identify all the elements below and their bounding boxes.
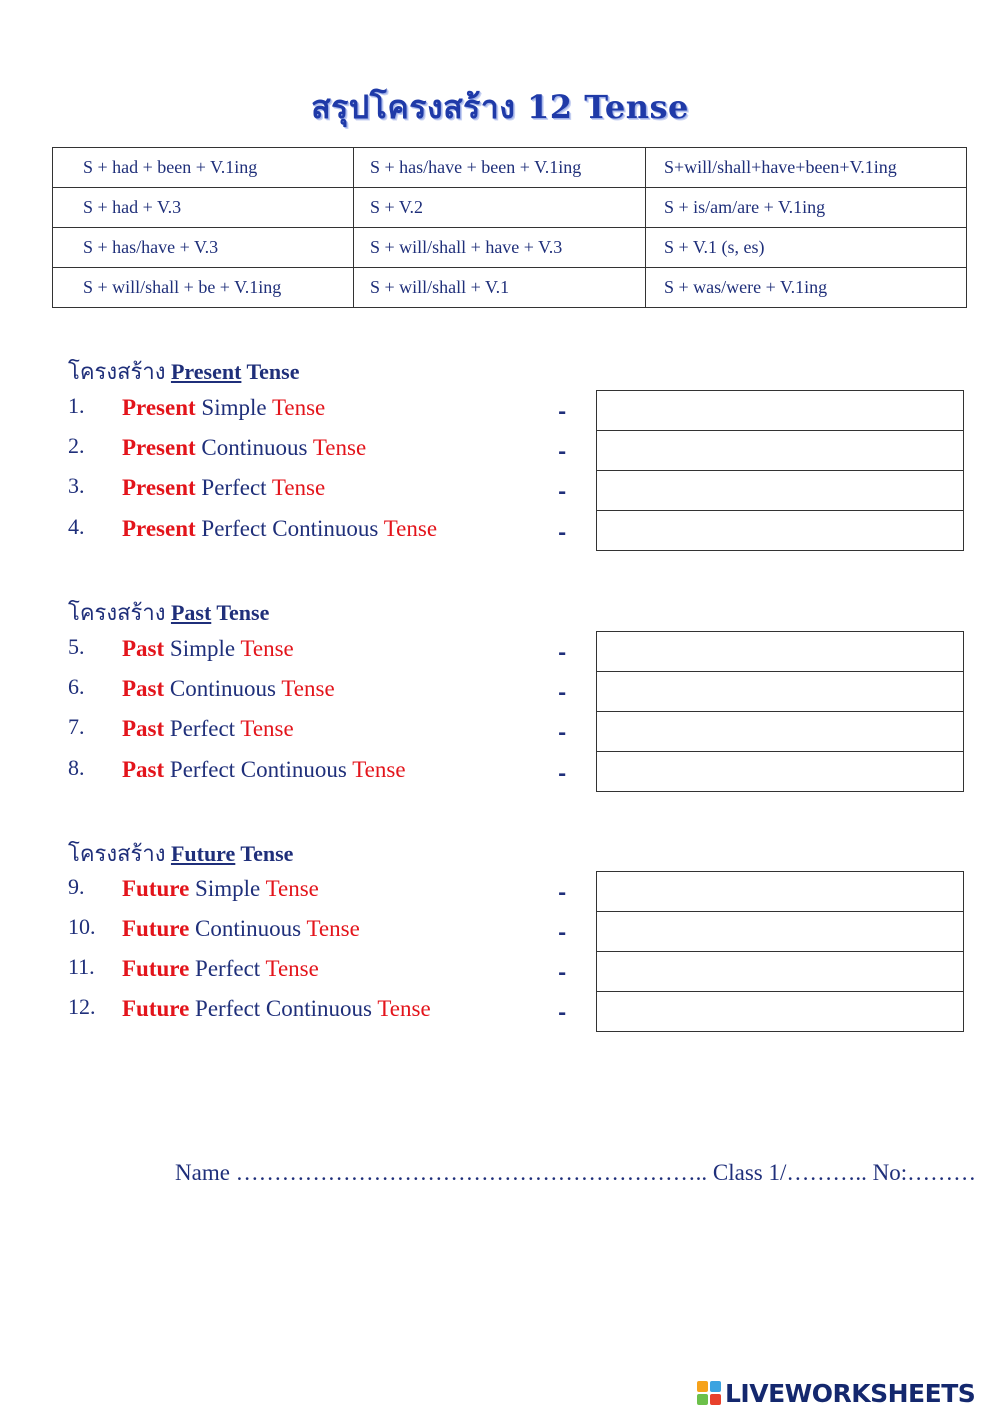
list-item (68, 672, 608, 712)
item-number: 2. (68, 433, 85, 458)
tense-label (122, 956, 319, 982)
tense-word-tense: Tense (352, 757, 406, 782)
logo-square-blue (710, 1381, 721, 1392)
answer-box-5[interactable] (596, 631, 964, 672)
structure-table (52, 147, 967, 308)
table-row (53, 228, 967, 268)
list-item (68, 391, 608, 431)
section-suffix: Tense (216, 600, 270, 625)
answer-box-12[interactable] (596, 991, 964, 1032)
dash: - (558, 1000, 567, 1024)
logo-square-red (710, 1394, 721, 1405)
logo-square-orange (697, 1381, 708, 1392)
tense-word-aspect: Continuous (195, 916, 302, 941)
section-prefix: โครงสร้าง (68, 600, 166, 625)
tense-label (122, 516, 437, 542)
table-row (53, 188, 967, 228)
item-number: 7. (68, 714, 85, 739)
item-number: 9. (68, 874, 85, 899)
brand-watermark (697, 1377, 975, 1409)
answer-box-2[interactable] (596, 430, 964, 471)
section-title-future (68, 836, 293, 871)
section-keyword: Future (170, 841, 236, 866)
tense-word-time: Future (122, 996, 190, 1021)
tense-word-aspect: Continuous (169, 676, 276, 701)
answer-box-8[interactable] (596, 751, 964, 792)
section-keyword: Past (170, 600, 212, 625)
tense-word-time: Future (122, 876, 190, 901)
tense-word-tense: Tense (383, 516, 438, 541)
tense-word-time: Present (122, 475, 196, 500)
answer-box-10[interactable] (596, 911, 964, 952)
answer-box-7[interactable] (596, 711, 964, 752)
list-item (68, 753, 608, 793)
tense-word-tense: Tense (265, 956, 319, 981)
tense-word-tense: Tense (281, 676, 335, 701)
dash: - (558, 880, 567, 904)
dash: - (558, 761, 567, 785)
item-number: 5. (68, 634, 85, 659)
list-item (68, 512, 608, 552)
section-prefix: โครงสร้าง (68, 841, 166, 866)
section-title-present (68, 354, 300, 389)
tense-word-tense: Tense (271, 395, 326, 420)
tense-word-time: Future (122, 916, 190, 941)
tense-word-aspect: Perfect (169, 716, 236, 741)
list-item (68, 632, 608, 672)
dash: - (558, 680, 567, 704)
tense-word-aspect: Perfect Continuous (201, 516, 379, 541)
tense-word-aspect: Continuous (201, 435, 308, 460)
item-number: 10. (68, 914, 96, 939)
tense-label (122, 636, 294, 662)
answer-box-6[interactable] (596, 671, 964, 712)
tense-label (122, 435, 366, 461)
dash: - (558, 640, 567, 664)
tense-word-aspect: Perfect (195, 956, 261, 981)
dash: - (558, 720, 567, 744)
table-cell: S + was/were + V.1ing (646, 268, 967, 308)
table-cell: S + will/shall + be + V.1ing (53, 268, 354, 308)
tense-label (122, 475, 325, 501)
tense-word-tense: Tense (306, 916, 360, 941)
tense-word-aspect: Perfect Continuous (169, 757, 347, 782)
section-suffix: Tense (246, 359, 300, 384)
item-number: 12. (68, 994, 96, 1019)
table-cell: S + will/shall + V.1 (354, 268, 646, 308)
item-number: 6. (68, 674, 85, 699)
item-number: 4. (68, 514, 85, 539)
item-number: 1. (68, 393, 85, 418)
answer-box-11[interactable] (596, 951, 964, 992)
tense-word-time: Past (122, 716, 165, 741)
table-cell: S + has/have + V.3 (53, 228, 354, 268)
student-info-line: Name …………………………………………………….. Class 1/……….. No:……… (175, 1160, 977, 1185)
item-number: 8. (68, 755, 85, 780)
tense-word-tense: Tense (312, 435, 367, 460)
tense-word-time: Past (122, 676, 165, 701)
section-title-past (68, 595, 269, 630)
tense-word-tense: Tense (271, 475, 326, 500)
section-suffix: Tense (240, 841, 294, 866)
list-item (68, 912, 608, 952)
table-row (53, 148, 967, 188)
dash: - (558, 960, 567, 984)
tense-word-tense: Tense (265, 876, 319, 901)
section-prefix: โครงสร้าง (68, 359, 166, 384)
tense-word-aspect: Simple (201, 395, 267, 420)
item-number: 3. (68, 473, 85, 498)
tense-word-aspect: Perfect (201, 475, 267, 500)
list-item (68, 992, 608, 1032)
tense-word-tense: Tense (240, 716, 294, 741)
table-cell: S + will/shall + have + V.3 (354, 228, 646, 268)
answer-box-3[interactable] (596, 470, 964, 511)
tense-word-aspect: Simple (195, 876, 261, 901)
dash: - (558, 920, 567, 944)
tense-word-time: Present (122, 435, 196, 460)
list-item (68, 712, 608, 752)
answer-box-1[interactable] (596, 390, 964, 431)
dash: - (558, 479, 567, 503)
tense-label (122, 716, 294, 742)
answer-box-4[interactable] (596, 510, 964, 551)
table-cell: S + has/have + been + V.1ing (354, 148, 646, 188)
table-cell: S + had + been + V.1ing (53, 148, 354, 188)
dash: - (558, 520, 567, 544)
table-cell: S + V.1 (s, es) (646, 228, 967, 268)
tense-word-time: Future (122, 956, 190, 981)
tense-label (122, 876, 319, 902)
item-number: 11. (68, 954, 95, 979)
tense-word-time: Present (122, 516, 196, 541)
list-item (68, 872, 608, 912)
tense-word-aspect: Simple (169, 636, 236, 661)
tense-label (122, 996, 431, 1022)
section-keyword: Present (170, 359, 242, 384)
tense-label (122, 757, 406, 783)
tense-word-time: Present (122, 395, 196, 420)
brand-name: LIVEWORKSHEETS (725, 1378, 976, 1408)
tense-word-aspect: Perfect Continuous (195, 996, 372, 1021)
tense-label (122, 916, 360, 942)
dash: - (558, 439, 567, 463)
table-cell: S + V.2 (354, 188, 646, 228)
list-item (68, 471, 608, 511)
tense-label (122, 395, 325, 421)
dash: - (558, 399, 567, 423)
brand-logo-icon (697, 1381, 721, 1405)
tense-word-tense: Tense (240, 636, 294, 661)
tense-label (122, 676, 335, 702)
list-item (68, 952, 608, 992)
table-cell: S+will/shall+have+been+V.1ing (646, 148, 967, 188)
table-cell: S + had + V.3 (53, 188, 354, 228)
logo-square-green (697, 1394, 708, 1405)
table-cell: S + is/am/are + V.1ing (646, 188, 967, 228)
tense-word-time: Past (122, 636, 165, 661)
tense-word-time: Past (122, 757, 165, 782)
table-row (53, 268, 967, 308)
answer-box-9[interactable] (596, 871, 964, 912)
list-item (68, 431, 608, 471)
tense-word-tense: Tense (377, 996, 431, 1021)
page-title: สรุปโครงสร้าง 12 Tense (311, 88, 689, 126)
